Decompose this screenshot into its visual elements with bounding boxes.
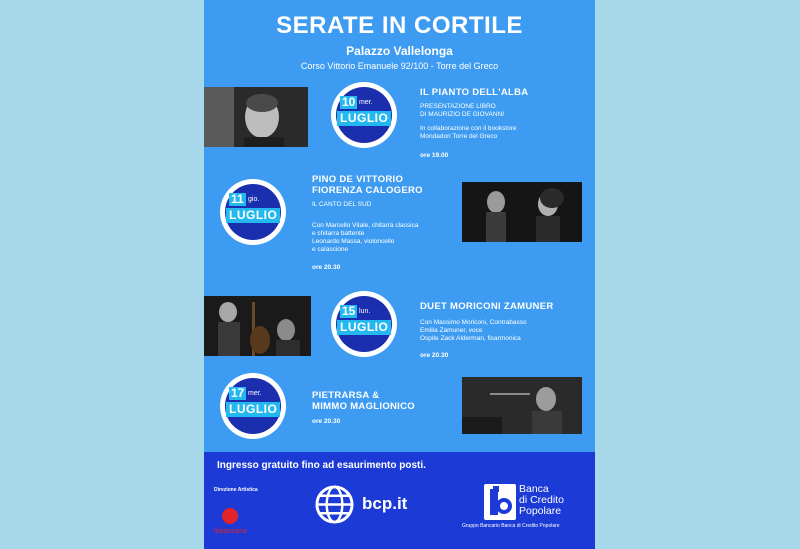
labazzarra-logo-text: labazzarra [214, 528, 247, 535]
art-direction-label: Direzione Artistica [214, 487, 258, 493]
event-4-month: LUGLIO [226, 402, 280, 417]
event-3-day: 15 [342, 304, 356, 318]
event-3-weekday: lun. [359, 308, 371, 315]
event-2-photo [462, 182, 582, 242]
globe-icon [315, 485, 354, 524]
event-1-notes: In collaborazione con il bookstore Mondadori Torre del Greco [420, 125, 517, 140]
event-3-month: LUGLIO [337, 320, 391, 335]
bank-name: Banca di Credito Popolare [519, 483, 564, 517]
event-1-time: ore 19.00 [420, 152, 449, 159]
event-4-title: PIETRARSA & MIMMO MAGLIONICO [312, 390, 415, 412]
event-3-notes: Con Massimo Moriconi, Contrabasso Emilia Zamuner, voce Ospite Zack Alderman, fisarmonica [420, 319, 527, 342]
event-1-description: PRESENTAZIONE LIBRO DI MAURIZIO DE GIOVANNI [420, 103, 505, 118]
event-4-weekday: mer. [248, 390, 262, 397]
event-1-weekday: mer. [359, 99, 373, 106]
poster-title: SERATE IN CORTILE [276, 12, 523, 39]
event-2-notes: Con Marcello Vitale, chitarra classica e chitarra battente Leonardo Massa, violoncello e calascione [312, 222, 419, 253]
poster-footer [204, 452, 595, 549]
event-1-date-badge [331, 82, 397, 148]
event-poster [204, 0, 595, 549]
venue-address: Corso Vittorio Emanuele 92/100 - Torre del Greco [300, 61, 499, 71]
website-link[interactable]: bcp.it [362, 494, 408, 513]
event-1-month: LUGLIO [337, 111, 391, 126]
event-1-title: IL PIANTO DELL'ALBA [420, 87, 529, 98]
venue-name: Palazzo Vallelonga [346, 44, 453, 58]
event-1-day: 10 [342, 95, 356, 109]
event-4-time: ore 20.30 [312, 418, 341, 425]
event-1-photo [204, 87, 308, 147]
bank-group-label: Gruppo Bancario Banca di Credito Popolare [462, 523, 560, 529]
event-2-subtitle: IL CANTO DEL SUD [312, 201, 372, 208]
labazzarra-logo-icon [222, 508, 238, 524]
event-3-title: DUET MORICONI ZAMUNER [420, 301, 554, 312]
free-entry-notice: Ingresso gratuito fino ad esaurimento posti. [217, 460, 426, 471]
bank-logo-icon [484, 484, 516, 520]
event-3-time: ore 20.30 [420, 352, 449, 359]
event-4-photo [462, 377, 582, 434]
event-3-date-badge [331, 291, 397, 357]
event-4-date-badge [220, 373, 286, 439]
event-2-day: 11 [231, 192, 244, 206]
event-3-photo [204, 296, 311, 356]
event-2-weekday: gio. [248, 196, 260, 203]
event-4-day: 17 [231, 386, 245, 400]
event-2-time: ore 20.30 [312, 264, 341, 271]
event-2-date-badge [220, 179, 286, 245]
event-2-month: LUGLIO [226, 208, 280, 223]
event-2-title: PINO DE VITTORIO FIORENZA CALOGERO [312, 174, 423, 196]
